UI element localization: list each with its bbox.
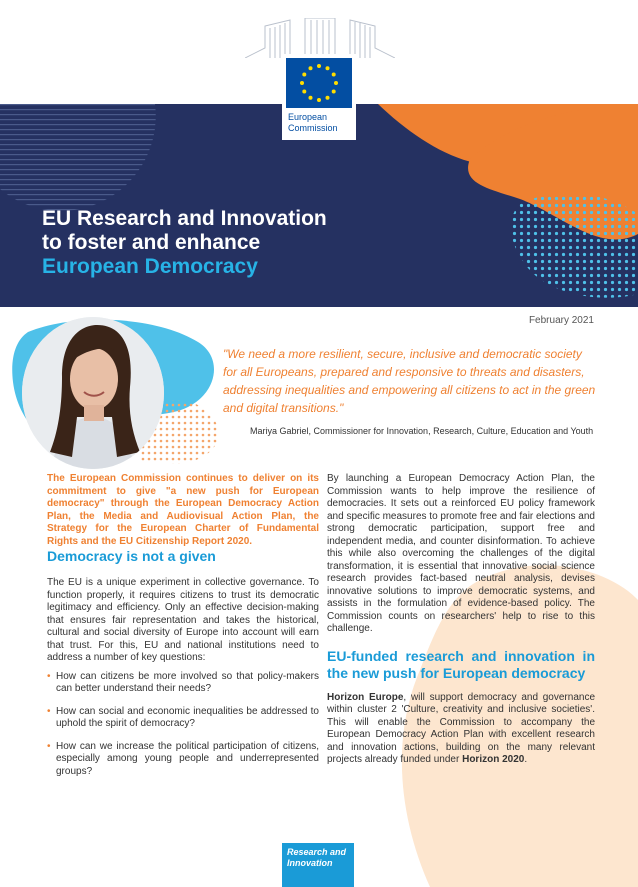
title-line1: EU Research and Innovation [42,207,327,230]
logo-name-line1: European [288,112,328,122]
logo-name [288,112,338,134]
right-column [327,473,595,767]
commissioner-quote: "We need a more resilient, secure, inclusive and democratic society for all Europeans, prepared and responsive to threats and disasters, addressing inequalities and empowering all citizens to act in the green and digital transitions." [223,347,596,415]
research-innovation-logo [282,843,354,887]
democracy-body: The EU is a unique experiment in collective governance. To function properly, it requires citizens to trust its democratic legitimacy and efficiency. Only an effective decision-making that ensures fair representation and takes the historical, cultural and social diversity of Europe into account will earn that trust. For this, EU and national institutions need to address a number of key questions: [47,577,319,663]
ri-logo-line2: Innovation [287,858,333,868]
list-item: • How can social and economic inequalities be addressed to uphold the spirit of democracy? [47,706,319,731]
horizon-paragraph [327,692,595,767]
quote-author: Mariya Gabriel, Commissioner for Innovation, Research, Culture, Education and Youth [250,426,594,436]
page-title [42,207,327,279]
list-item: • How can citizens be more involved so that policy-makers can better understand their needs? [47,671,319,696]
action-plan-body: By launching a European Democracy Action Plan, the Commission wants to help improve the resilience of democracies. It sets out a reinforced EU policy framework and specific measures to promote free and fair elections and strong democratic participation, support free and independent media, and counter disinformation. To achieve this while also overcoming the challenges of the digital transformation, it is essential that innovative social science research provides fact-based neutral analysis, devises innovative solutions to improve democratic systems, and assists in the formulation of evidence-based policy. The Commission counts on researchers' help to rise to this challenge. [327,473,595,634]
horizon-text-end: . [524,754,528,765]
logo-name-line2: Commission [288,123,338,133]
horizon-europe-term: Horizon Europe [327,691,404,703]
person-portrait-icon [22,317,164,469]
key-questions-list [47,671,319,779]
eu-flag-icon [286,58,352,108]
title-line2: to foster and enhance [42,231,261,254]
ri-logo-line1: Research and [287,847,347,857]
intro-paragraph: The European Commission continues to deliver on its commitment to give "a new push for European democracy" through the European Democracy Action Plan, the Media and Audiovisual Action Plan, the Strategy for the European Charter of Fundamental Rights and the EU Citizenship Report 2020. [47,473,319,547]
horizon-text: , will support democracy and governance within cluster 2 'Culture, creativity and inclusive societies'. This will enable the Commission to accompany the European Democracy Action Plan with excellent research and innovation actions, building on the many relevant projects already funded under [327,691,596,765]
list-item: • How can we increase the political participation of citizens, especially among young people and underrepresented groups? [47,741,319,779]
commissioner-portrait [22,317,164,469]
title-accent: European Democracy [42,255,258,278]
berlaymont-building-icon [245,18,395,58]
section-heading-democracy: Democracy is not a given [47,548,216,564]
european-commission-logo [282,54,356,140]
left-column [47,473,319,788]
horizon-2020-term: Horizon 2020 [462,754,525,765]
publication-date: February 2021 [528,315,594,326]
section-heading-research: EU-funded research and innovation in the new push for European democracy [327,647,595,681]
